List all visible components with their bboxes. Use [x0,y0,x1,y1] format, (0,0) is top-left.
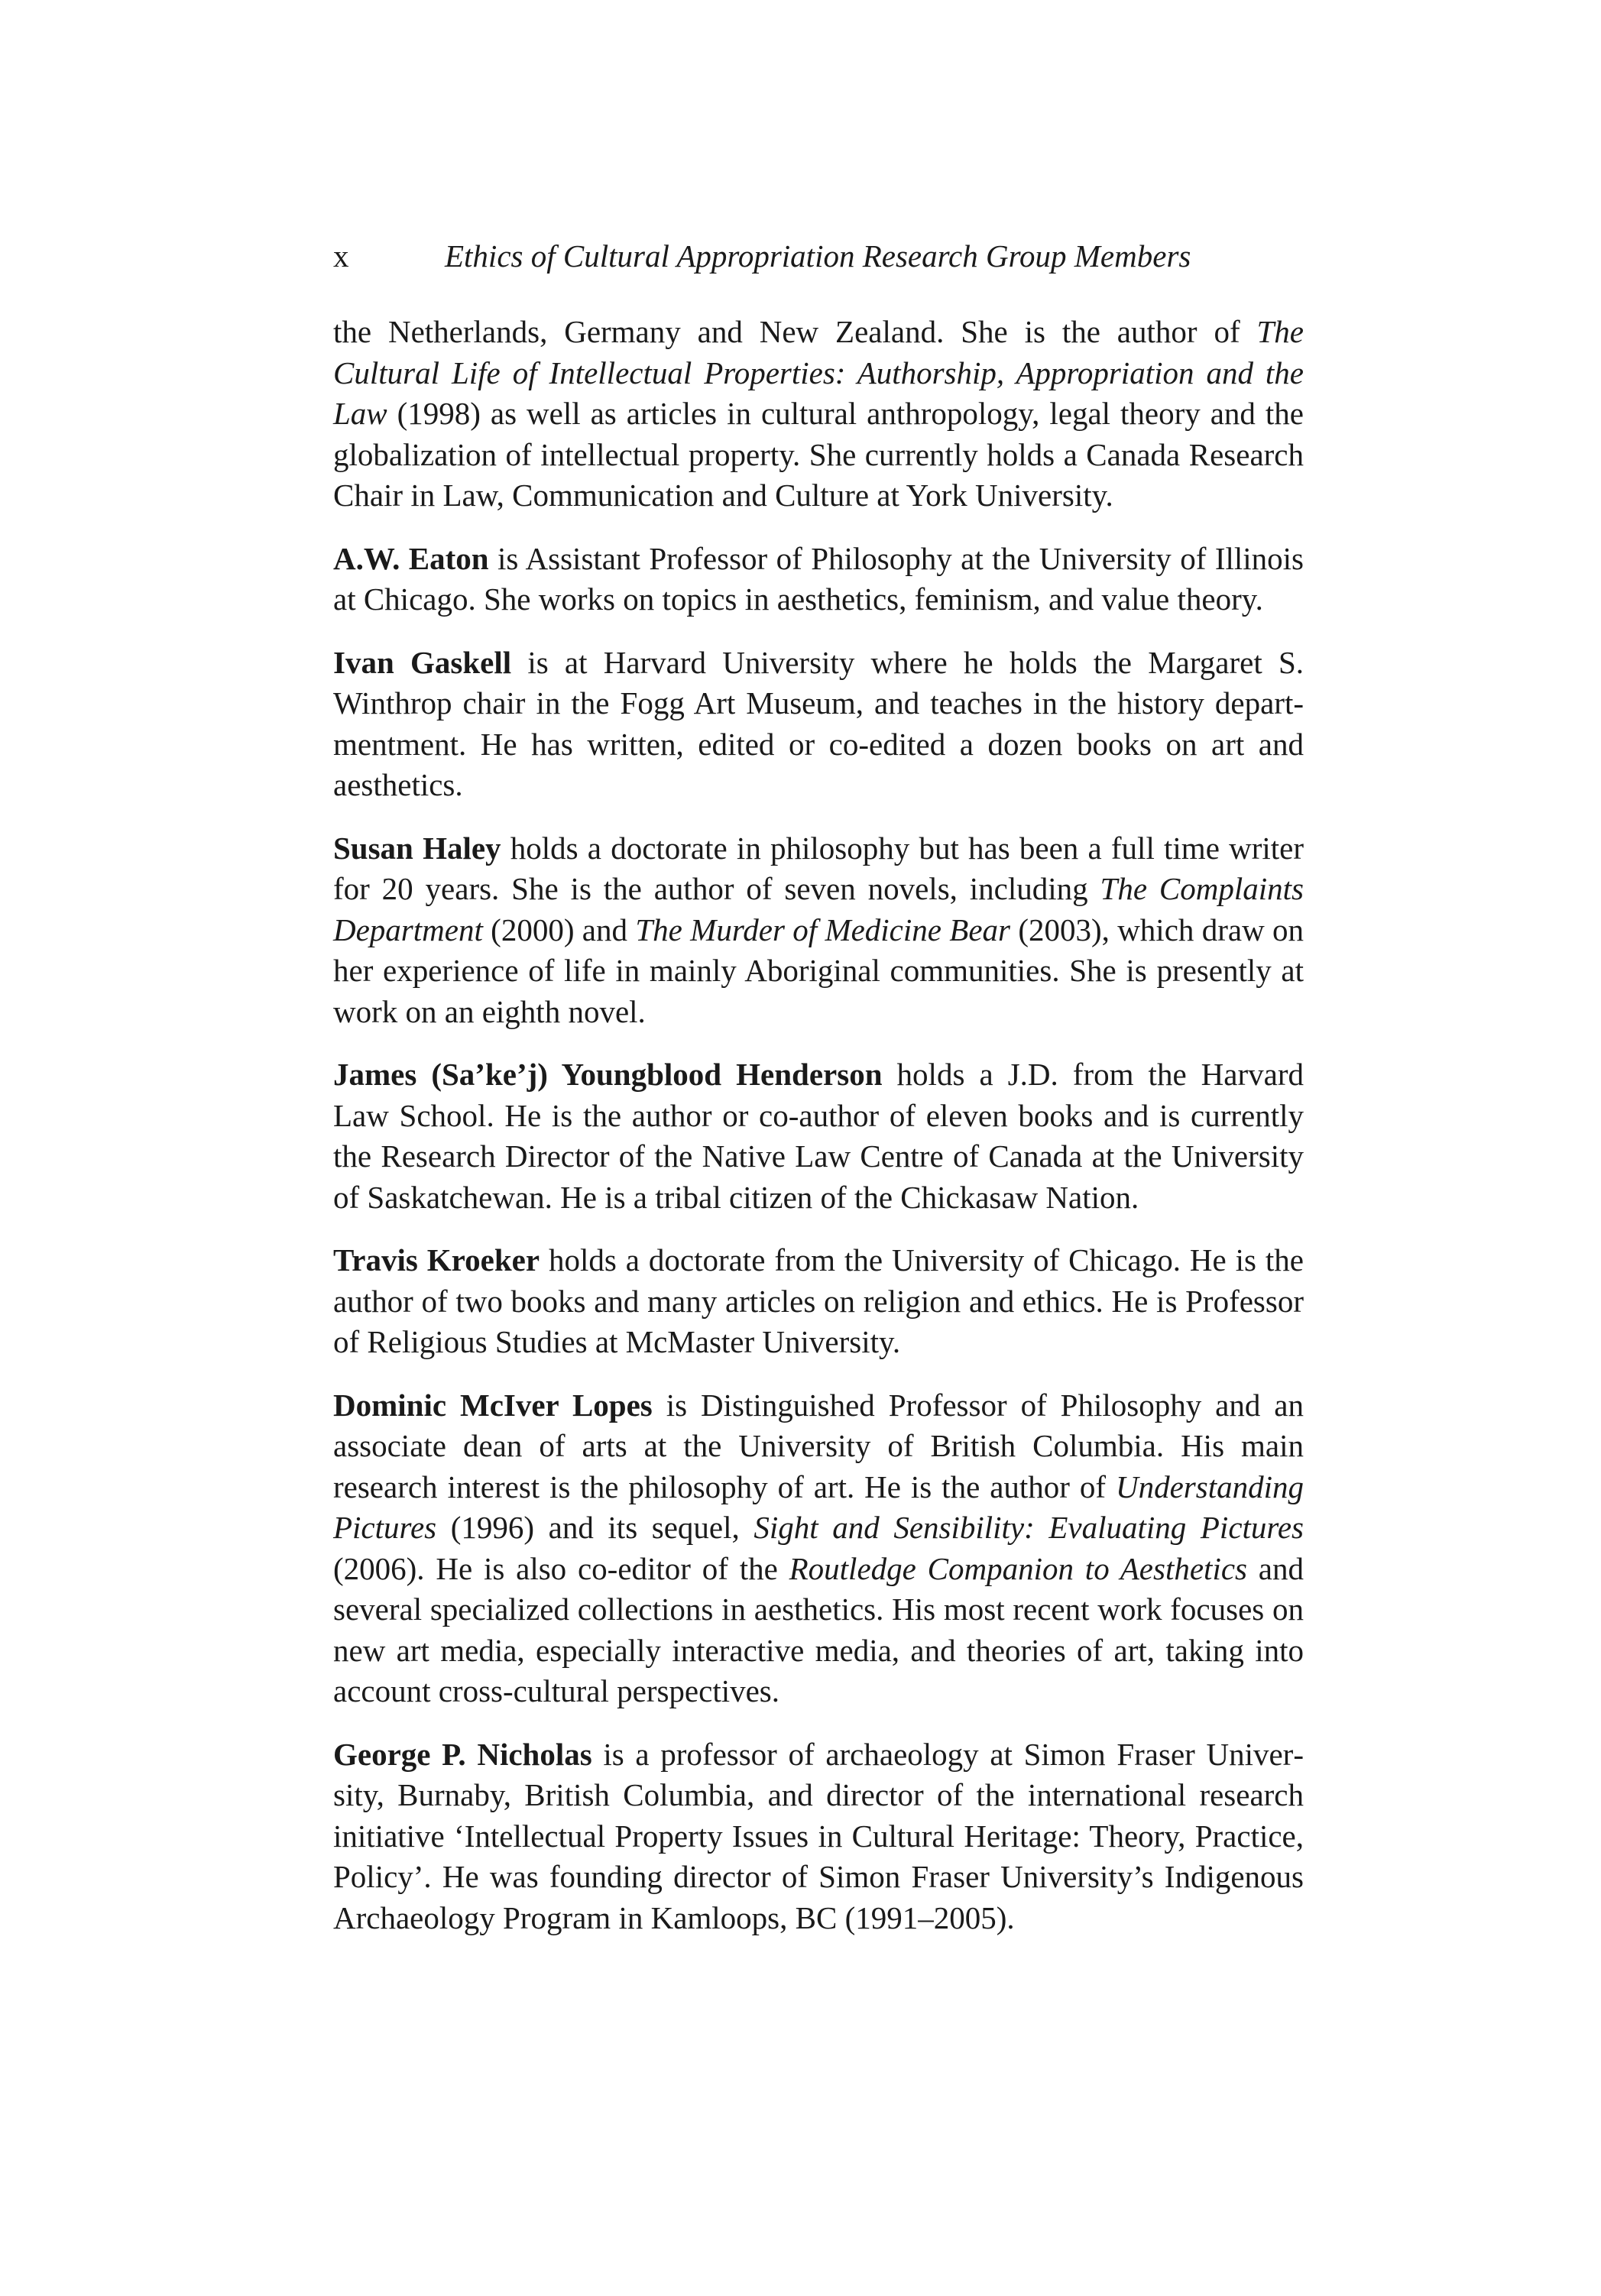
bio-text: the Netherlands, Germany and New Zealand. She is the author of [333,314,1257,349]
bio-text: holds a J.D. from the Harvard Law School. He is the author or co-author of eleven books and is currently the Research Director of the Native Law Centre of Canada at the University of Saskatchewan. He is a tribal citizen of the Chickasaw Nation. [333,1057,1304,1215]
bio-text: holds a doctorate from the University of Chicago. He is the author of two books and many articles on religion and ethics. He is Professor of Religious Studies at McMaster University. [333,1242,1304,1359]
book-title: Understanding Pictures [333,1469,1304,1545]
bio-text: is a professor of archaeology at Simon Fraser University, Burnaby, British Columbia, and director of the international research initiative ‘Intellectual Property Issues in Cultural Heritage: Theory, Practice, Policy’. He was founding director of Simon Fraser University’s Indigenous Archaeology Program in Kamloops, BC (1991–2005). [333,1736,1304,1935]
contributor-name: Ivan Gaskell [333,644,512,680]
page-number: x [333,238,349,274]
bio-text: holds a doctorate in philosophy but has been a full time writer for 20 years. She is the author of seven novels, including [333,830,1304,906]
bio-text: is Assistant Professor of Philosophy at the University of Illinois at Chicago. She works on topics in aesthetics, feminism, and value theory. [333,540,1304,617]
bio-gaskell [333,643,1304,806]
book-title: The Complaints Department [333,871,1304,947]
contributor-list [333,312,1304,1961]
bio-text: (1998) as well as articles in cultural anthropology, legal theory and the globalization of intellectual property. She currently holds a Canada Research Chair in Law, Communication and Culture at York University. [333,396,1304,513]
bio-text: (2000) and [482,912,636,947]
book-title: The Murder of Medicine Bear [635,912,1010,947]
bio-text: (2006). He is also co-editor of the [333,1550,789,1586]
bio-text: is at Harvard University where he holds the Margaret S. Winthrop chair in the Fogg Art Museum, and teaches in the history departmentment. He has written, edited or co-edited a dozen books on art and aesthetics. [333,644,1304,802]
bio-eaton [333,539,1304,620]
contributor-name: James (Sa’ke’j) Youngblood Henderson [333,1057,883,1092]
bio-henderson [333,1054,1304,1218]
bio-text: (2003), which draw on her experience of life in mainly Aboriginal communities. She is presently at work on an eighth novel. [333,912,1304,1029]
bio-haley [333,828,1304,1033]
bio-kroeker [333,1240,1304,1363]
bio-text: is Distinguished Professor of Philosophy and an associate dean of arts at the University of British Columbia. His main research interest is the philosophy of art. He is the author of [333,1387,1304,1504]
bio-nicholas [333,1734,1304,1939]
contributor-name: A.W. Eaton [333,540,489,576]
contributor-name: Dominic McIver Lopes [333,1387,653,1423]
contributor-name: Susan Haley [333,830,501,866]
running-title: Ethics of Cultural Appropriation Research Group Members [445,238,1191,274]
bio-text: and several specialized collections in aesthetics. His most recent work focuses on new art media, especially interactive media, and theories of art, taking into account cross-cultural perspectives. [333,1550,1304,1708]
bio-lopes [333,1385,1304,1712]
book-title: Sight and Sensibility: Evaluating Pictures [754,1510,1304,1545]
book-title: Routledge Companion to Aesthetics [789,1550,1247,1586]
contributor-name: George P. Nicholas [333,1736,592,1772]
contributor-name: Travis Kroeker [333,1242,540,1278]
bio-continuation [333,312,1304,517]
book-title: The Cultural Life of Intellectual Properties: Authorship, Appropriation and the Law [333,314,1304,431]
bio-text: (1996) and its sequel, [436,1510,754,1545]
